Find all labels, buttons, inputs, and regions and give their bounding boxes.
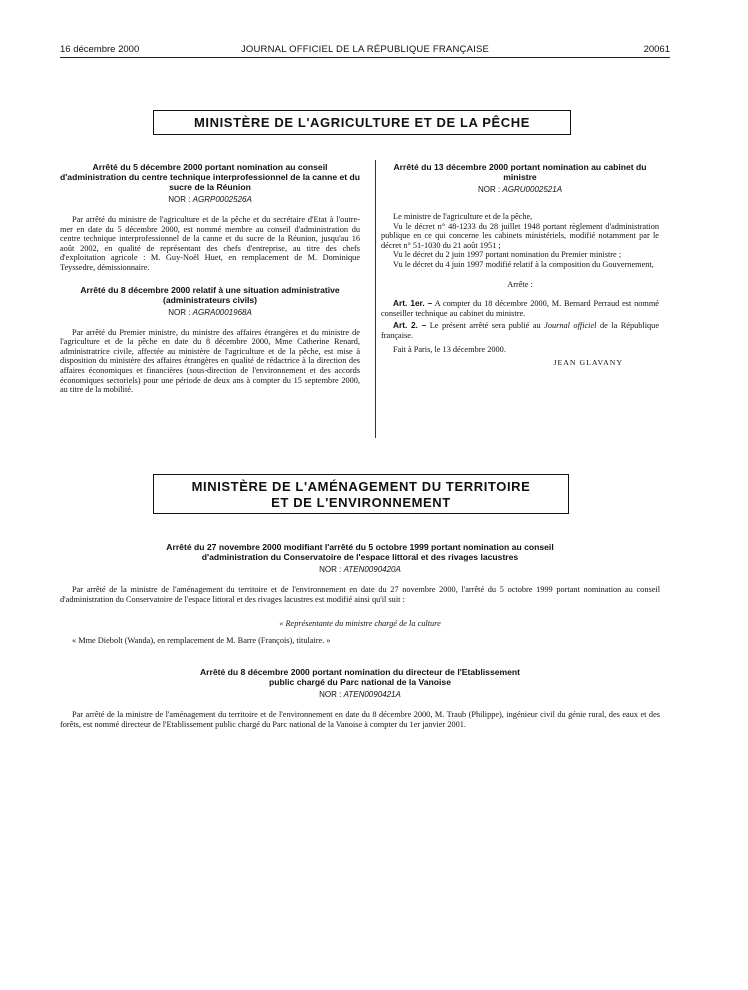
nor-label: NOR : <box>168 307 191 317</box>
preamble-minister: Le ministre de l'agriculture et de la pêche, <box>393 212 533 221</box>
nor-code: AGRP0002526A <box>192 195 252 204</box>
arrete-title-5: Arrêté du 8 décembre 2000 portant nomination du directeur de l'Etablissement public chargé du Parc national de la Vanoise <box>199 667 521 688</box>
arrete-body-4: Par arrêté de la ministre de l'aménagement du territoire et de l'environnement en date du 27 novembre 2000, l'arrêté du 5 octobre 1999 portant nomination au conseil d'administration du Conservatoire de l'espace littoral et des rivages lacustres est modifié ainsi qu'il suit : <box>60 585 660 604</box>
article-1 <box>381 299 659 318</box>
nor-code: AGRA0001968A <box>192 307 252 317</box>
ministry-banner-environment-line2: ET DE L'ENVIRONNEMENT <box>271 495 451 510</box>
arrete-keyword: Arrête : <box>507 279 533 289</box>
nor-reference-5 <box>60 690 660 699</box>
quote-representative <box>60 619 660 629</box>
ministry-banner-environment <box>153 474 569 514</box>
nor-label: NOR : <box>319 565 342 574</box>
article-2-journal: Journal officiel <box>544 321 597 331</box>
quote-representative-text: « Représentante du ministre chargé de la culture <box>279 619 441 629</box>
arrete-body-1: Par arrêté du ministre de l'agriculture et de la pêche et du secrétaire d'Etat à l'outre-mer en date du 5 décembre 2000, est nommé membre au conseil d'administration du centre technique interprofessionnel de la canne et du sucre de la Réunion, jusqu'au 16 août 2002, en qualité de représentant des chefs d'entreprise, au titre des chefs d'exploitation agricole : M. Guy-Noël Huet, en remplacement de M. Dominique Teyssedre, démissionnaire. <box>60 215 360 272</box>
article-1-label: Art. 1er. – <box>393 298 433 309</box>
article-1-text: A compter du 18 décembre 2000, M. Bernard Perraud est nommé conseiller technique au cabinet du ministre. <box>381 299 659 318</box>
left-column <box>60 162 360 395</box>
arrete-body-5: Par arrêté de la ministre de l'aménagement du territoire et de l'environnement en date du 8 décembre 2000, M. Traub (Philippe), ingénieur civil du génie rural, des eaux et des forêts, est nommé directeur de l'Etablissement public chargé du Parc national de la Vanoise à compter du 1er janvier 2001. <box>60 710 660 729</box>
nor-label: NOR : <box>319 690 342 700</box>
header-page-number: 20061 <box>643 44 670 55</box>
preamble-visa-2: Vu le décret du 2 juin 1997 portant nomination du Premier ministre ; <box>393 250 622 260</box>
column-divider <box>375 160 376 438</box>
ministry-banner-agriculture <box>153 110 571 135</box>
preamble-visa-1: Vu le décret n° 48-1233 du 28 juillet 1948 portant règlement d'administration publique en ce qui concerne les cabinets ministériels, modifié notamment par le décret n° 51-1030 du 21 août 1951 ; <box>381 221 659 250</box>
ministry-banner-agriculture-text: MINISTÈRE DE L'AGRICULTURE ET DE LA PÊCHE <box>193 115 531 130</box>
nor-reference-4 <box>60 565 660 574</box>
right-column <box>381 162 659 367</box>
arrete-title-3: Arrêté du 13 décembre 2000 portant nomination au cabinet du ministre <box>393 162 647 182</box>
article-2-text-a: Le présent arrêté sera publié au <box>429 321 545 331</box>
member-replacement: « Mme Diebolt (Wanda), en remplacement de M. Barre (François), titulaire. » <box>72 635 331 645</box>
nor-reference-2 <box>60 308 360 317</box>
running-header <box>60 44 670 58</box>
nor-code: ATEN0090420A <box>343 565 401 574</box>
nor-reference-1 <box>60 195 360 204</box>
arrete-title-2: Arrêté du 8 décembre 2000 relatif à une situation administrative (administrateurs civils) <box>80 284 340 305</box>
ministry-banner-environment-line1: MINISTÈRE DE L'AMÉNAGEMENT DU TERRITOIRE <box>191 479 531 494</box>
header-rule <box>60 57 670 58</box>
article-2 <box>381 321 659 340</box>
arrete-title-1: Arrêté du 5 décembre 2000 portant nomination au conseil d'administration du centre technique interprofessionnel de la canne et du sucre de la Réunion <box>60 162 361 192</box>
nor-code: AGRU0002521A <box>502 185 563 194</box>
arrete-body-2: Par arrêté du Premier ministre, du ministre des affaires étrangères et du ministre de l'agriculture et de la pêche en date du 8 décembre 2000, Mme Catherine Renard, administratrice civile, affectée au ministère de l'agriculture et de la pêche, est mise à disposition du ministère des affaires étrangères en qualité de rédactrice à la direction des affaires économiques et financières (sous-direction de l'environnement et des accords économiques sectoriels) pour une période de deux ans à compter du 15 septembre 2000, au titre de la mobilité. <box>60 327 360 395</box>
nor-reference-3 <box>381 185 659 194</box>
fait-a-paris: Fait à Paris, le 13 décembre 2000. <box>393 344 506 354</box>
nor-label: NOR : <box>477 185 501 194</box>
article-2-label: Art. 2. – <box>393 320 427 331</box>
environment-section <box>60 542 660 730</box>
header-journal-title: JOURNAL OFFICIEL DE LA RÉPUBLIQUE FRANÇAISE <box>240 44 490 55</box>
nor-code: ATEN0090421A <box>343 690 401 700</box>
article-2-text-b: de la République française. <box>381 321 659 340</box>
signature: JEAN GLAVANY <box>553 358 623 368</box>
header-date: 16 décembre 2000 <box>60 44 140 55</box>
nor-label: NOR : <box>168 195 191 204</box>
preamble-visa-3: Vu le décret du 4 juin 1997 modifié relatif à la composition du Gouvernement, <box>393 259 654 269</box>
arrete-title-4: Arrêté du 27 novembre 2000 modifiant l'arrêté du 5 octobre 1999 portant nomination au conseil d'administration du Conservatoire de l'espace littoral et des rivages lacustres <box>166 542 554 562</box>
